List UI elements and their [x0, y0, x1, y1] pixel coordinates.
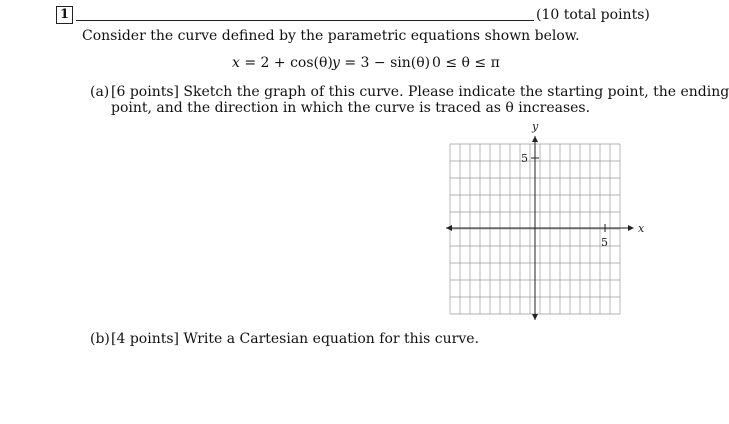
part-a-label: (a) [90, 84, 110, 100]
x-axis-right-arrow-icon [628, 225, 634, 231]
x-tick-label: 5 [601, 236, 608, 249]
x-axis-left-arrow-icon [446, 225, 452, 231]
x-axis-label: x [638, 222, 645, 235]
part-b-text: [4 points] Write a Cartesian equation for this curve. [111, 331, 479, 347]
total-points: (10 total points) [536, 7, 650, 23]
header-rule [76, 20, 534, 21]
equation-y [332, 55, 430, 71]
part-b-label: (b) [90, 331, 110, 347]
coordinate-grid[interactable] [440, 118, 645, 328]
y-axis-down-arrow-icon [532, 314, 538, 320]
y-axis-up-arrow-icon [532, 136, 538, 142]
part-a-text-line1: [6 points] Sketch the graph of this curve. Please indicate the starting point, the ending [111, 84, 729, 100]
equation-y-rhs: = 3 − sin(θ) [339, 55, 431, 71]
y-tick-label: 5 [521, 152, 528, 165]
equation-x-rhs: = 2 + cos(θ) [239, 55, 333, 71]
part-a-text-line2: point, and the direction in which the curve is traced as θ increases. [111, 100, 591, 116]
equation-x-var: x [232, 55, 240, 71]
parameter-range-text: 0 ≤ θ ≤ π [432, 55, 500, 71]
problem-number-box: 1 [56, 6, 73, 24]
parameter-range [432, 55, 500, 71]
y-axis-label: y [532, 120, 539, 133]
equation-y-var: y [332, 55, 340, 71]
equation-x [232, 55, 333, 71]
problem-intro: Consider the curve defined by the parametric equations shown below. [82, 28, 580, 44]
